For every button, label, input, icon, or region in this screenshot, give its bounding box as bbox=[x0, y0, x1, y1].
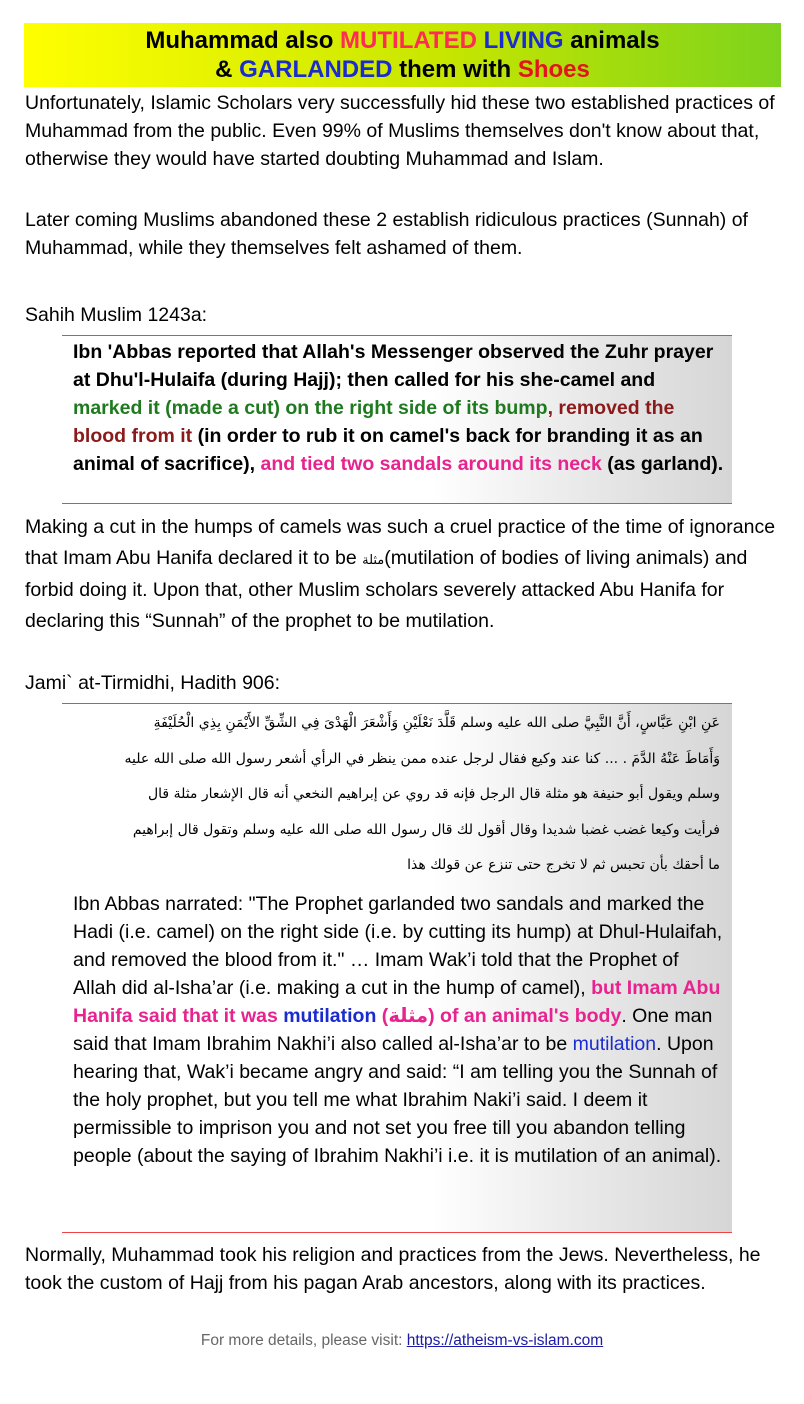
title-banner bbox=[24, 23, 781, 87]
hadith-quote-tirmidhi bbox=[62, 703, 732, 1233]
source-label-tirmidhi: Jami` at-Tirmidhi, Hadith 906: bbox=[25, 672, 281, 694]
quote-highlight-blood: removed the blood from it bbox=[73, 397, 675, 447]
title-garlanded: GARLANDED bbox=[239, 56, 393, 83]
quote-highlight-cut: marked it (made a cut) on the right side of its bump bbox=[73, 397, 548, 419]
title-living: LIVING bbox=[483, 27, 564, 54]
english-translation: Ibn Abbas narrated: "The Prophet garlanded two sandals and marked the Hadi (i.e. camel) on the right side (i.e. by cutting its hump) at Dhul-Hulaifah, and removed the blood from it." … Imam Wak’i told that the Prophet of Allah did al-Isha’ar (i.e. making a cut in the hump of camel), but Imam Abu Hanifa said that it was mutilation (مثلة) of an animal's body. One man said that Imam Ibrahim Nakhi’i also called al-Isha’ar to be mutilation. Upon hearing that, Wak’i became angry and said: “I am telling you the Sunnah of the holy prophet, but you tell me what Ibrahim Naki’i said. I deem it permissible to imprison you and not set you free till you abandon telling people (about the saying of Ibrahim Nakhi’i i.e. it is mutilation of an animal). bbox=[73, 892, 723, 1167]
website-link[interactable]: https://atheism-vs-islam.com bbox=[406, 1332, 604, 1349]
arabic-text-block bbox=[73, 706, 724, 884]
arabic-line: وسلم ويقول أبو حنيفة هو مثلة قال الرجل فإنه قد روي عن إبراهيم النخعي أنه قال الإشعار مثلة قال bbox=[147, 786, 720, 802]
title-line-1: Muhammad also MUTILATED LIVING animals bbox=[145, 27, 660, 54]
title-shoes: Shoes bbox=[517, 56, 590, 83]
hadith-quote-muslim: Ibn 'Abbas reported that Allah's Messenger observed the Zuhr prayer at Dhu'l-Hulaifa (during Hajj); then called for his she-camel and marked it (made a cut) on the right side of its bump, removed the blood from it (in order to rub it on camel's back for branding it as an animal of sacrifice), and tied two sandals around its neck (as garland). bbox=[62, 335, 732, 504]
footer bbox=[0, 1332, 804, 1350]
intro-paragraph-1: Unfortunately, Islamic Scholars very successfully hid these two established practices of Muhammad from the public. Even 99% of Muslims themselves don't know about that, otherwise they would have started doubting Muhammad and Islam. bbox=[25, 92, 775, 170]
arabic-line: ما أحقك بأن تحبس ثم لا تخرج حتى تنزع عن قولك هذا bbox=[407, 857, 720, 873]
quote-highlight-sandals: and tied two sandals around its neck bbox=[260, 453, 602, 475]
arabic-line: فرأيت وكيعا غضب غضبا شديدا وقال أقول لك قال رسول الله صلى الله عليه وسلم وتقول قال إبراهيم bbox=[132, 821, 720, 838]
abu-hanifa-paragraph: Making a cut in the humps of camels was such a cruel practice of the time of ignorance that Imam Abu Hanifa declared it to be مثلة(mutilation of bodies of living animals) and forbid doing it. Upon that, other Muslim scholars severely attacked Abu Hanifa for declaring this “Sunnah” of the prophet to be mutilation. bbox=[25, 516, 776, 632]
arabic-line: وَأَمَاطَ عَنْهُ الدَّمَ . ... كنا عند وكيع فقال لرجل عنده ممن ينظر في الرأي أشعر رسول الله صلى الله عليه bbox=[124, 750, 720, 767]
arabic-line: عَنِ ابْنِ عَبَّاسٍ، أَنَّ النَّبِيَّ صلى الله عليه وسلم قَلَّدَ نَعْلَيْنِ وَأَشْعَرَ الْهَدْىَ فِي الشِّقِّ الأَيْمَنِ بِذِي الْحُلَيْفَةِ bbox=[153, 715, 720, 731]
highlight-mutilation: mutilation bbox=[572, 1032, 657, 1055]
title-mutilated: MUTILATED bbox=[340, 27, 477, 54]
source-label-muslim: Sahih Muslim 1243a: bbox=[25, 304, 208, 326]
intro-paragraph-2: Later coming Muslims abandoned these 2 establish ridiculous practices (Sunnah) of Muhammad, while they themselves felt ashamed of them. bbox=[25, 209, 748, 259]
closing-paragraph: Normally, Muhammad took his religion and practices from the Jews. Nevertheless, he took the custom of Hajj from his pagan Arab ancestors, along with its practices. bbox=[25, 1244, 761, 1294]
title-line-2: & GARLANDED them with Shoes bbox=[215, 56, 590, 83]
arabic-word-muthla: مثلة bbox=[362, 551, 385, 567]
footer-text: For more details, please visit: bbox=[200, 1332, 407, 1349]
highlight-mutilation: mutilation bbox=[283, 1004, 377, 1027]
